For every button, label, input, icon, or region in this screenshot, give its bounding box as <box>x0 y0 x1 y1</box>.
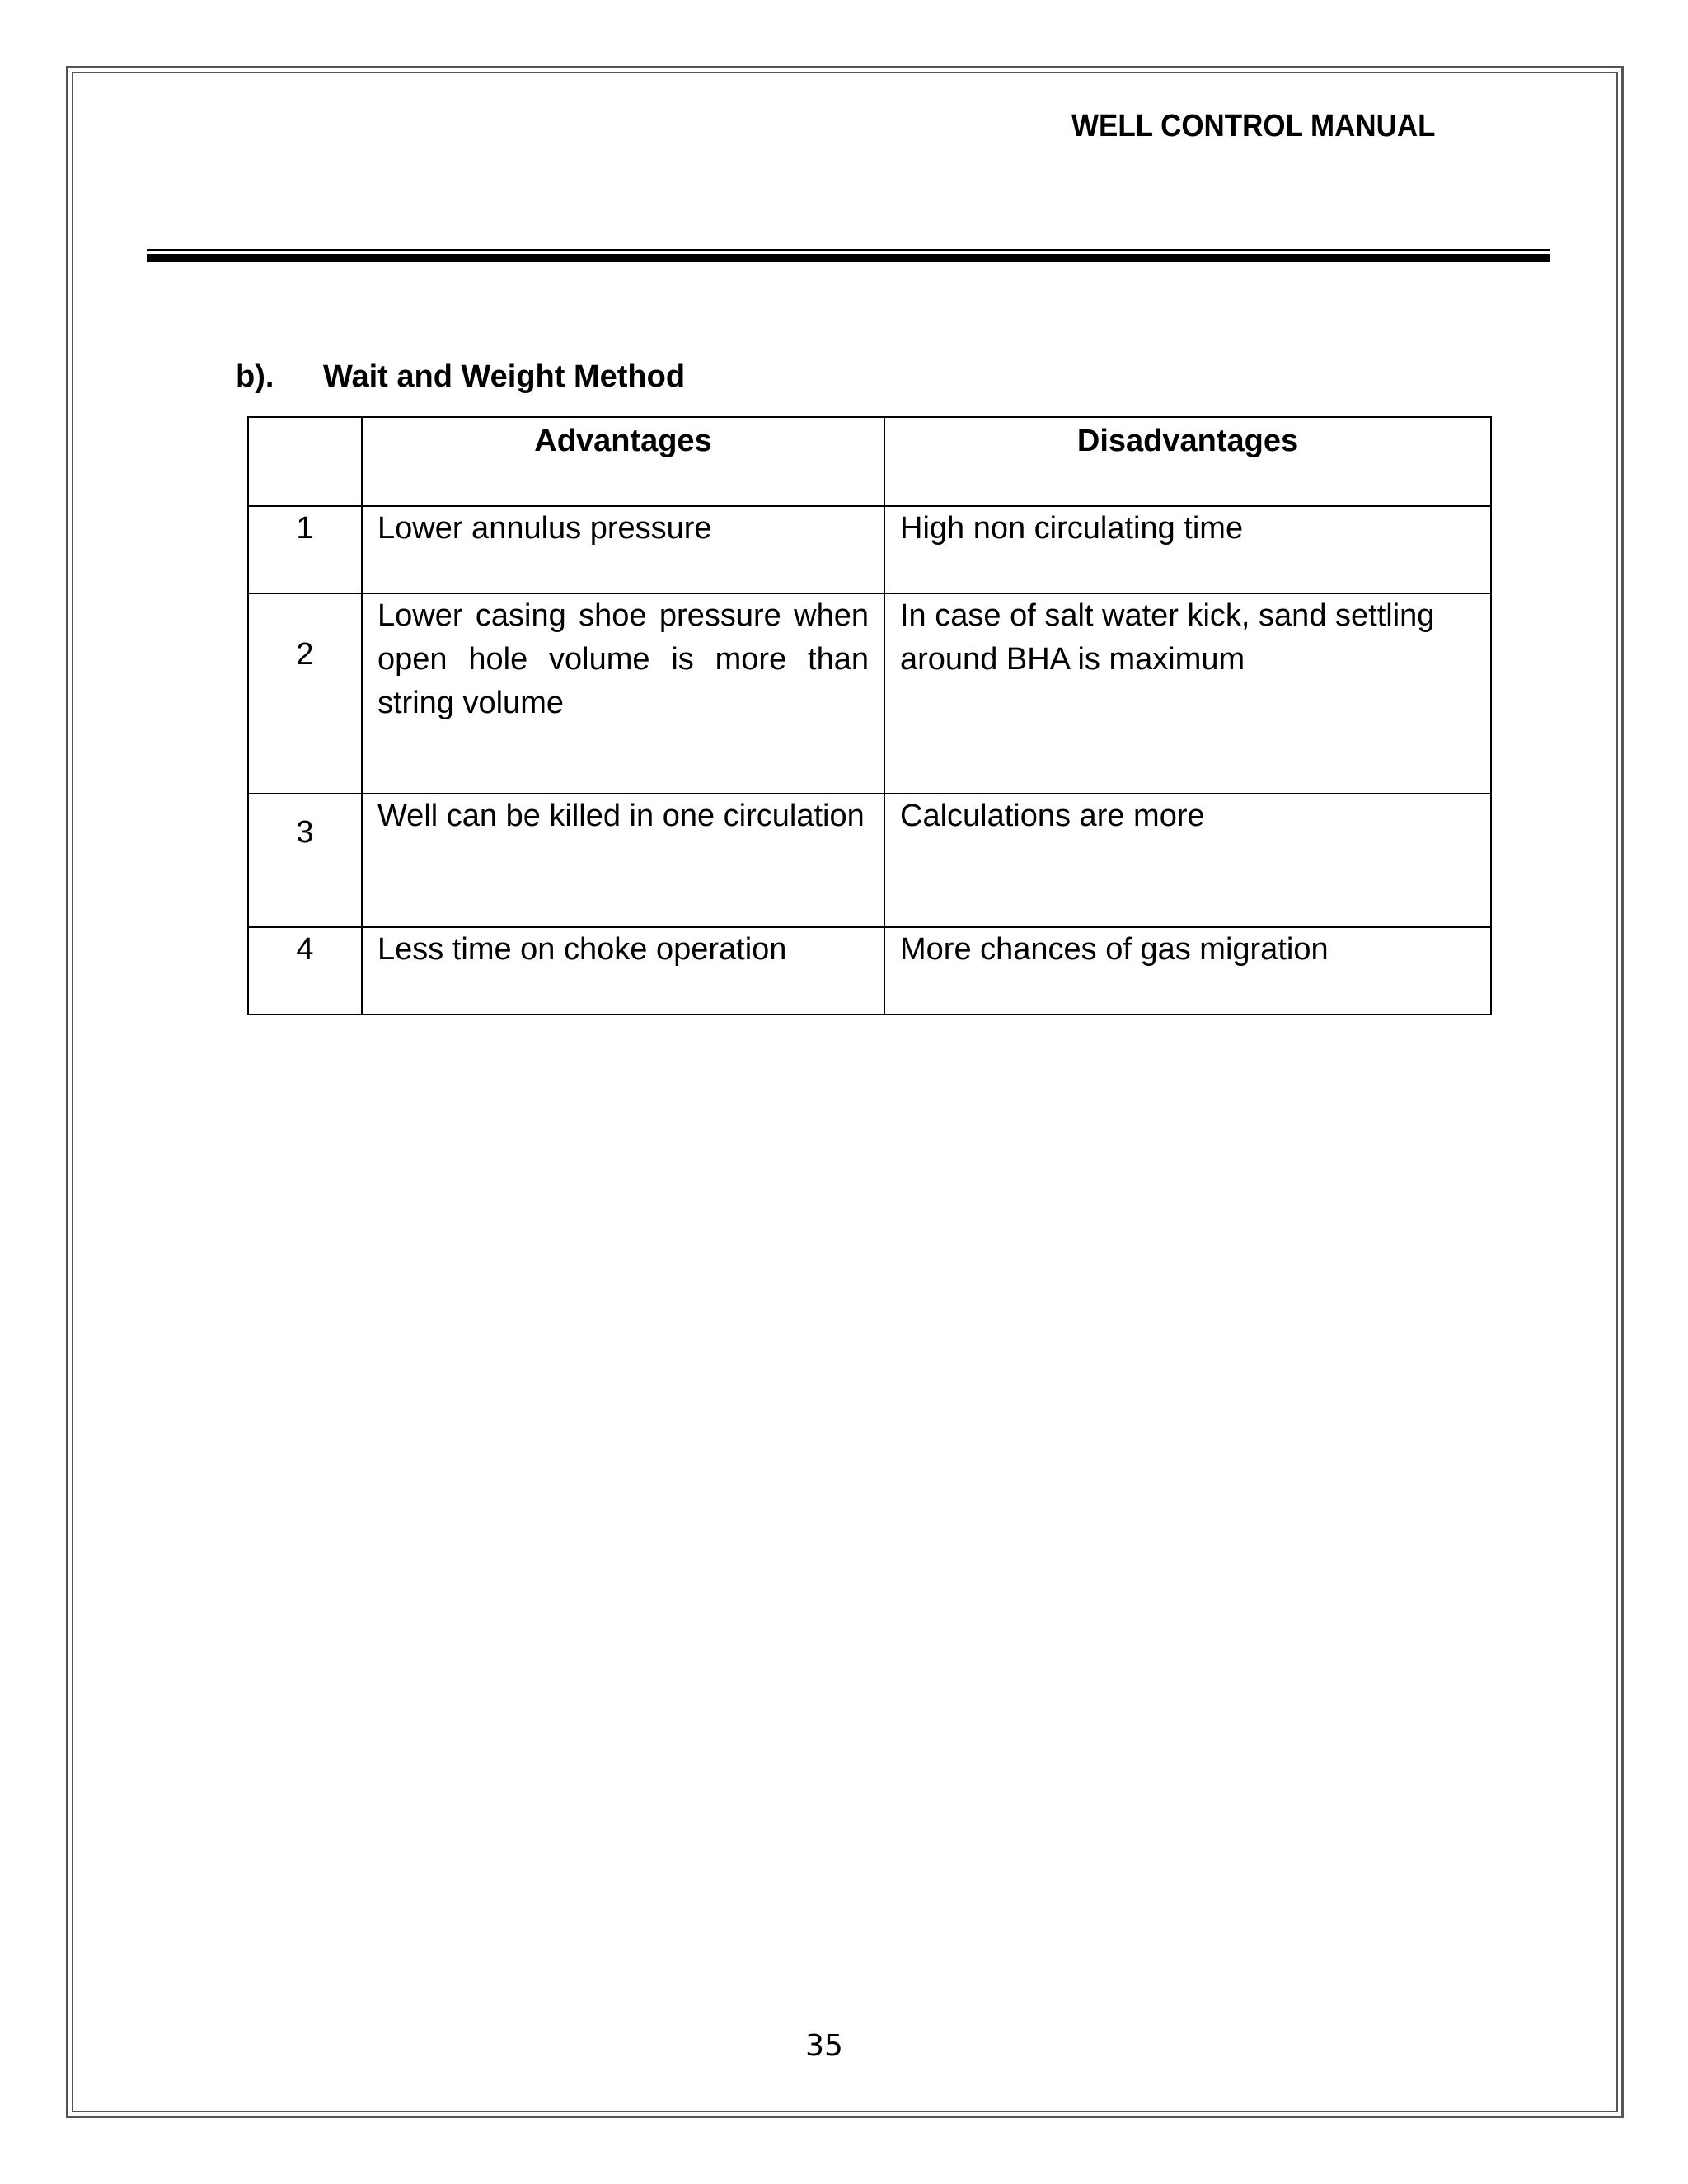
header-rule-thin <box>147 249 1550 251</box>
advantage-cell: Lower annulus pressure <box>362 506 884 593</box>
table-row <box>248 506 1491 593</box>
table-header-row <box>248 417 1491 506</box>
table-row <box>248 593 1491 794</box>
row-number: 1 <box>248 506 362 593</box>
advantages-disadvantages-table <box>247 416 1492 1015</box>
disadvantage-cell: More chances of gas migration <box>884 927 1491 1015</box>
section-label: b). <box>236 359 274 394</box>
advantage-cell: Well can be killed in one circulation <box>362 794 884 927</box>
disadvantage-cell: High non circulating time <box>884 506 1491 593</box>
advantage-cell: Less time on choke operation <box>362 927 884 1015</box>
row-number: 3 <box>248 794 362 927</box>
column-header-disadvantages: Disadvantages <box>884 417 1491 506</box>
disadvantage-cell: Calculations are more <box>884 794 1491 927</box>
header-rule-thick <box>147 254 1550 262</box>
advantage-cell: Lower casing shoe pressure when open hole volume is more than string volume <box>362 593 884 794</box>
column-header-advantages: Advantages <box>362 417 884 506</box>
section-title: Wait and Weight Method <box>323 359 686 394</box>
table-row <box>248 794 1491 927</box>
disadvantage-cell: In case of salt water kick, sand settling around BHA is maximum <box>884 593 1491 794</box>
row-number: 2 <box>248 593 362 794</box>
section-heading <box>236 359 685 395</box>
column-header-number <box>248 417 362 506</box>
table-row <box>248 927 1491 1015</box>
page-number: 35 <box>805 2029 843 2063</box>
running-header-title: WELL CONTROL MANUAL <box>1071 109 1436 143</box>
row-number: 4 <box>248 927 362 1015</box>
